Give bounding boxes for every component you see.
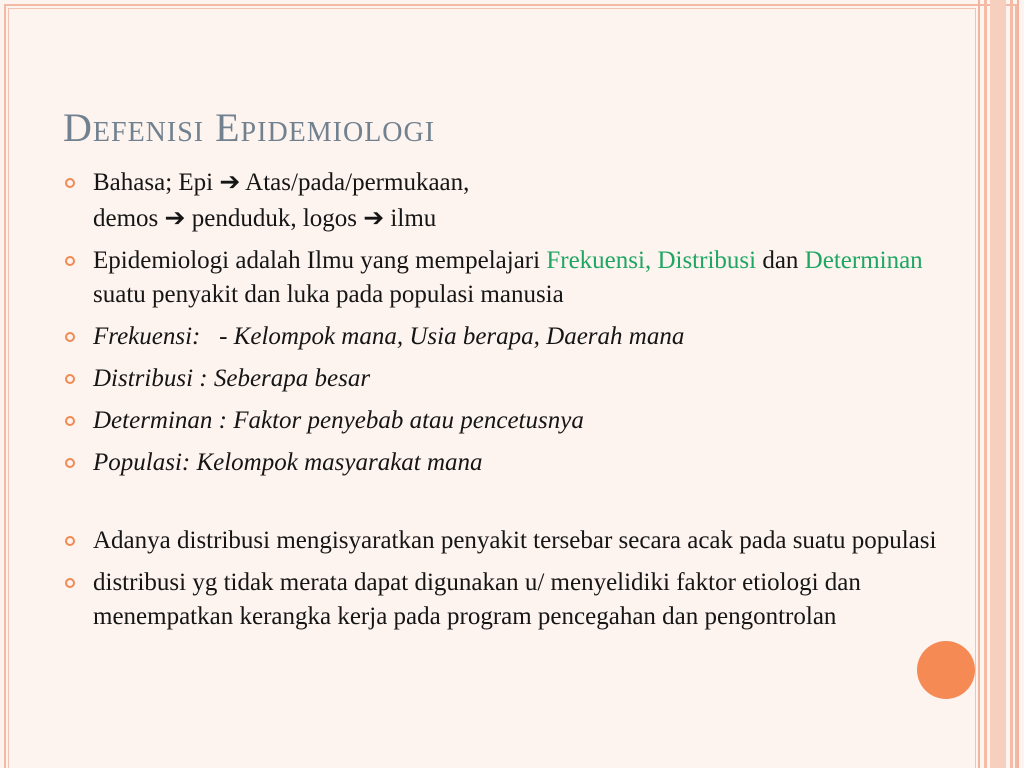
stripe: [984, 0, 987, 768]
bullet-icon: [65, 458, 75, 468]
bullet-text: distribusi yg tidak merata dapat digunakan u/ menyelidiki faktor etiologi dan menempatkan kerangka kerja pada program pencegahan dan pengontrolan: [93, 569, 861, 630]
stripe: [990, 0, 1006, 768]
bullet-icon: [65, 178, 75, 188]
spacer: [62, 488, 967, 524]
slide-title: Defenisi Epidemiologi: [63, 105, 436, 150]
decorative-stripes: [978, 0, 1024, 768]
bullet-icon: [65, 374, 75, 384]
bullet-item: [62, 166, 967, 200]
highlight-determinan: Determinan: [804, 247, 923, 274]
bullet-icon: [65, 416, 75, 426]
stripe: [1017, 0, 1019, 768]
decorative-circle: [917, 641, 975, 699]
bullet-text: suatu penyakit dan luka pada populasi manusia: [93, 281, 564, 308]
bullet-continuation: [62, 202, 967, 236]
bullet-text: Populasi: Kelompok masyarakat mana: [93, 449, 483, 476]
bullet-item: [62, 524, 967, 558]
bullet-item: [62, 566, 967, 634]
bullet-item: [62, 320, 967, 354]
bullet-text: Epidemiologi adalah Ilmu yang mempelajari: [93, 247, 547, 274]
bullet-text: Adanya distribusi mengisyaratkan penyakit tersebar secara acak pada suatu populasi: [93, 527, 937, 554]
bullet-icon: [65, 536, 75, 546]
slide-content: [62, 166, 967, 642]
stripe: [978, 0, 980, 768]
bullet-icon: [65, 256, 75, 266]
bullet-icon: [65, 332, 75, 342]
bullet-text: Bahasa; Epi ➔ Atas/pada/permukaan,: [93, 169, 470, 196]
bullet-item: [62, 446, 967, 480]
bullet-item: [62, 244, 967, 312]
bullet-text: Frekuensi: - Kelompok mana, Usia berapa, Daerah mana: [93, 323, 685, 350]
bullet-item: [62, 404, 967, 438]
bullet-text: demos ➔ penduduk, logos ➔ ilmu: [93, 205, 437, 232]
stripe: [1010, 0, 1013, 768]
bullet-item: [62, 362, 967, 396]
bullet-text: Determinan : Faktor penyebab atau pencetusnya: [93, 407, 584, 434]
bullet-icon: [65, 578, 75, 588]
bullet-text: dan: [756, 247, 805, 274]
bullet-text: Distribusi : Seberapa besar: [93, 365, 371, 392]
highlight-frekuensi-distribusi: Frekuensi, Distribusi: [546, 247, 757, 274]
